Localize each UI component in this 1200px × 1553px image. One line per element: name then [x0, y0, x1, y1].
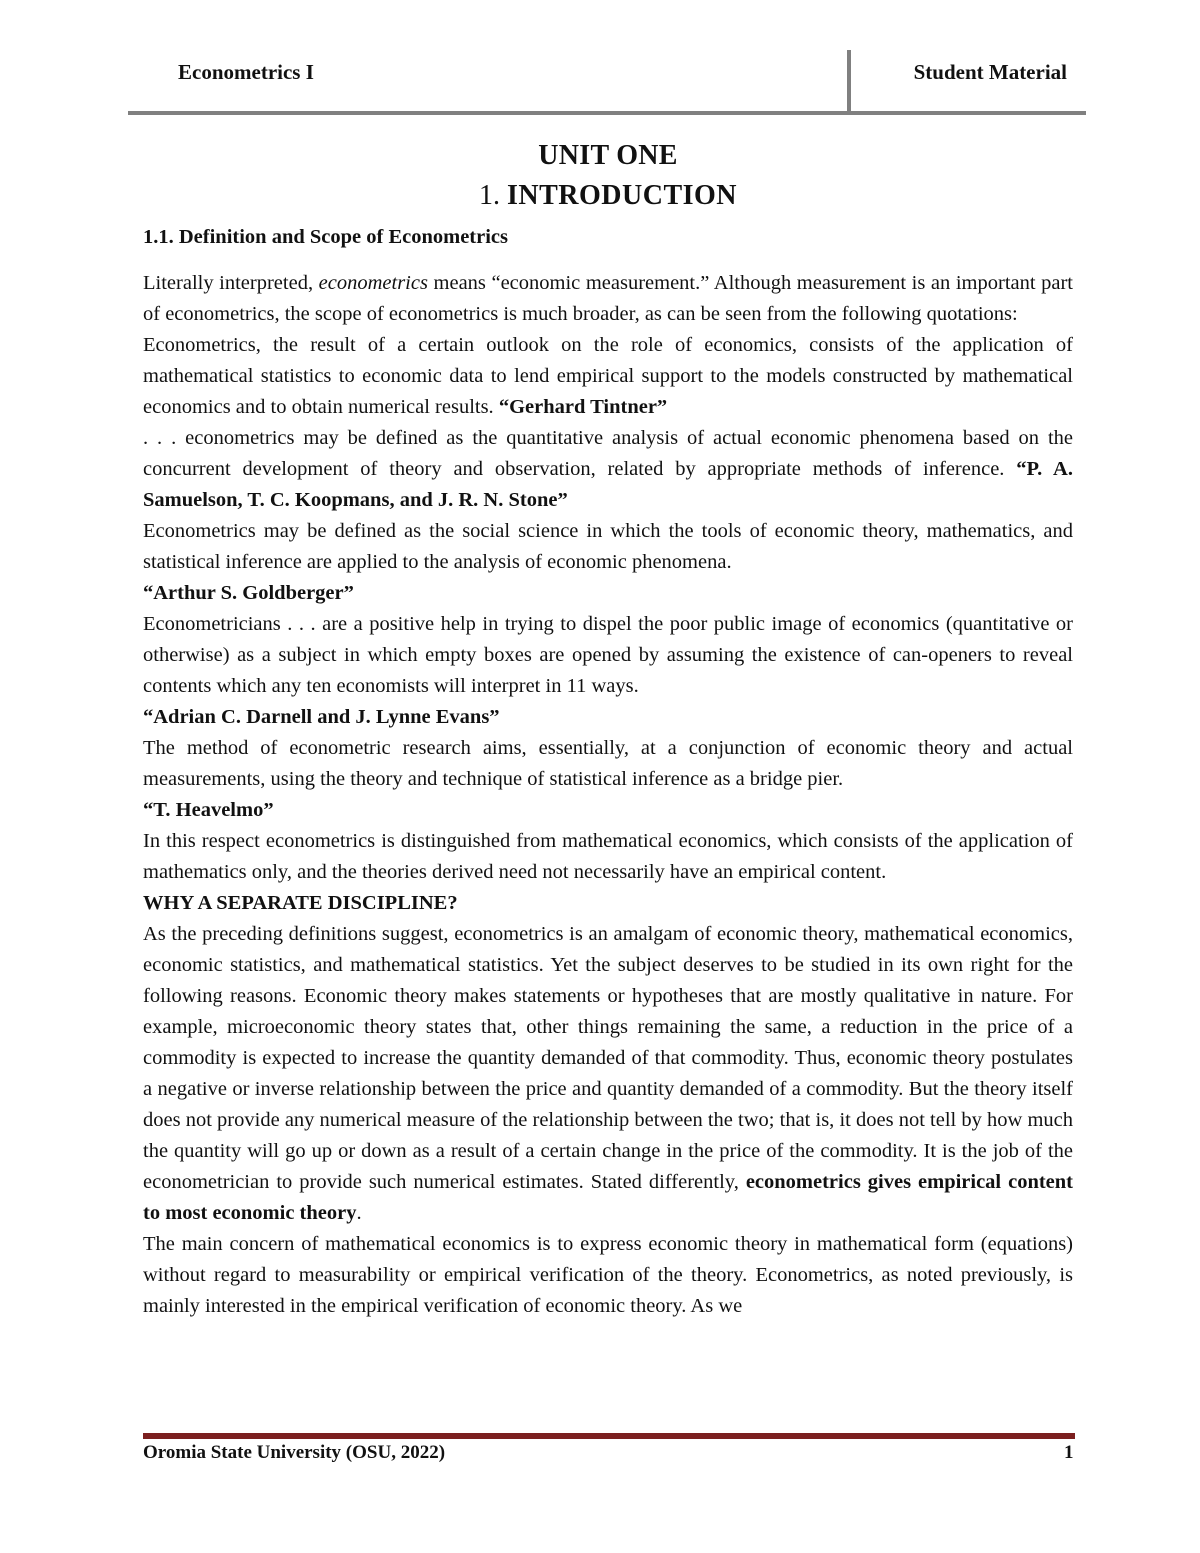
- header-course-title: Econometrics I: [178, 60, 314, 84]
- quote-samuelson: . . . econometrics may be defined as the quantitative analysis of actual economic phenomena based on the concurrent development of theory and observation, related by appropriate methods of inference. “P. A. Samuelson, T. C. Koopmans, and J. R. N. Stone”: [143, 427, 1073, 511]
- chapter-number: 1.: [478, 180, 500, 211]
- quote-attribution: “P. A. Samuelson, T. C. Koopmans, and J. R. N. Stone”: [143, 458, 1073, 511]
- header-rule: [128, 111, 1086, 115]
- emphasis-term: econometrics: [318, 272, 428, 294]
- footer-rule: [143, 1433, 1075, 1439]
- chapter-title: [143, 174, 1073, 218]
- distinction-paragraph: In this respect econometrics is distinguished from mathematical economics, which consists of the application of mathematics only, and the theories derived need not necessarily have an empirical content.: [143, 830, 1073, 883]
- chapter-name: INTRODUCTION: [506, 180, 738, 211]
- quote-heavelmo: The method of econometric research aims, essentially, at a conjunction of economic theory and actual measurements, using the theory and technique of statistical inference as a bridge pier.: [143, 737, 1073, 790]
- unit-title: UNIT ONE: [538, 140, 678, 171]
- section-title: 1.1. Definition and Scope of Econometrics: [143, 226, 508, 248]
- page-content: [143, 138, 1073, 1322]
- quote-attribution: “Gerhard Tintner”: [498, 396, 668, 418]
- quote-attribution: “T. Heavelmo”: [143, 799, 274, 821]
- quote-tintner: Econometrics, the result of a certain outlook on the role of economics, consists of the application of mathematical statistics to economic data to lend empirical support to the models constructed by mathematical economics and to obtain numerical results. “Gerhard Tintner”: [143, 334, 1073, 418]
- key-statement: econometrics gives empirical content to most economic theory: [143, 1171, 1074, 1224]
- body-text: [143, 268, 1073, 1322]
- quote-darnell-evans: Econometricians . . . are a positive help in trying to dispel the poor public image of economics (quantitative or otherwise) as a subject in which empty boxes are opened by assuming the existence of can-openers to reveal contents which any ten economists will interpret in 11 ways.: [143, 613, 1073, 697]
- page-number: 1: [1064, 1442, 1074, 1463]
- quote-attribution: “Adrian C. Darnell and J. Lynne Evans”: [143, 706, 500, 728]
- intro-paragraph: Literally interpreted, econometrics means “economic measurement.” Although measurement is an important part of econometrics, the scope of econometrics is much broader, as can be seen from the following quotations:: [143, 272, 1074, 325]
- math-economics-paragraph: The main concern of mathematical economics is to express economic theory in mathematical form (equations) without regard to measurability or empirical verification of the theory. Econometrics, as noted previously, is mainly interested in the empirical verification of economic theory. As we: [143, 1233, 1073, 1317]
- header-material-label: Student Material: [913, 60, 1067, 84]
- why-separate-paragraph: As the preceding definitions suggest, econometrics is an amalgam of economic theory, mathematical economics, economic statistics, and mathematical statistics. Yet the subject deserves to be studied in its own right for the following reasons. Economic theory makes statements or hypotheses that are mostly qualitative in nature. For example, microeconomic theory states that, other things remaining the same, a reduction in the price of a commodity is expected to increase the quantity demanded of that commodity. Thus, economic theory postulates a negative or inverse relationship between the price and quantity demanded of a commodity. But the theory itself does not provide any numerical measure of the relationship between the two; that is, it does not tell by how much the quantity will go up or down as a result of a certain change in the price of the commodity. It is the job of the econometrician to provide such numerical estimates. Stated differently, econometrics gives empirical content to most economic theory.: [143, 923, 1074, 1224]
- quote-goldberger: Econometrics may be defined as the social science in which the tools of economic theory, mathematics, and statistical inference are applied to the analysis of economic phenomena.: [143, 520, 1073, 573]
- footer-institution: Oromia State University (OSU, 2022): [143, 1442, 446, 1463]
- header-divider: [847, 50, 851, 112]
- quote-attribution: “Arthur S. Goldberger”: [143, 582, 354, 604]
- why-separate-heading: WHY A SEPARATE DISCIPLINE?: [143, 892, 458, 914]
